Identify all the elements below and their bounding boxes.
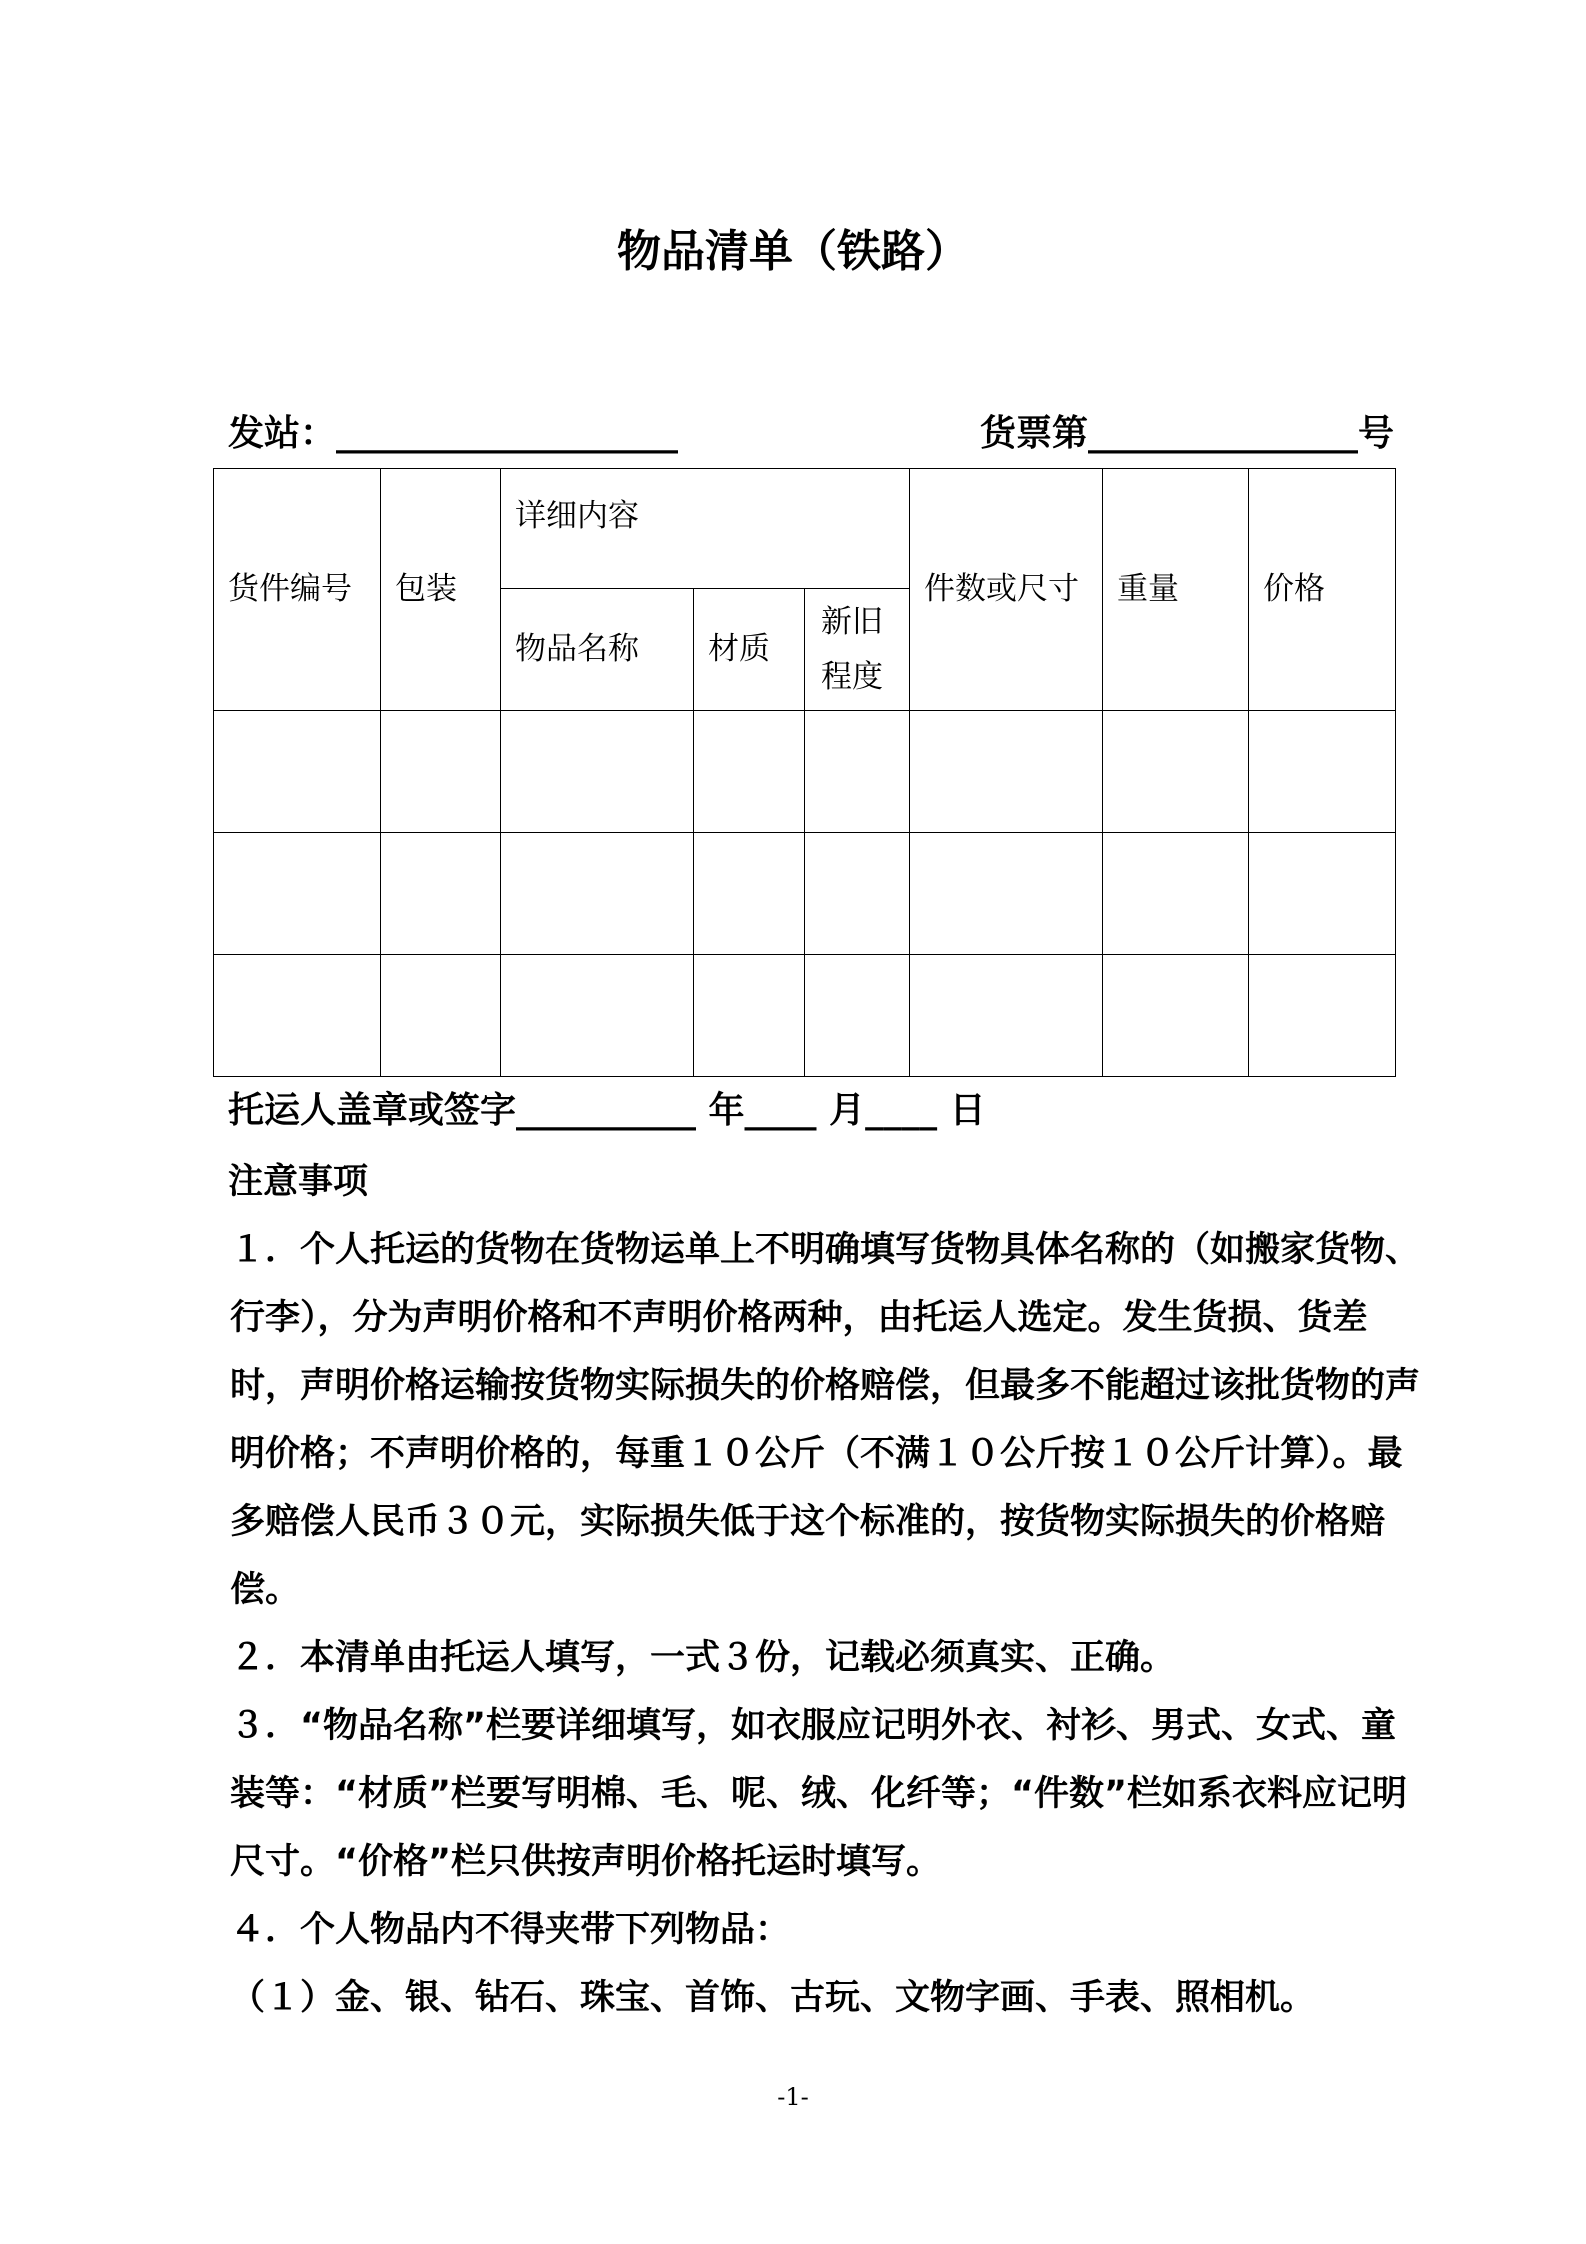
- table-cell[interactable]: [381, 833, 501, 955]
- note-item: （１）金、银、钻石、珠宝、首饰、古玩、文物字画、手表、照相机。: [230, 1978, 1316, 2018]
- note-item: ３．“物品名称”栏要详细填写，如衣服应记明外衣、衬衫、男式、女式、童装等：“材质”栏要写明棉、毛、呢、绒、化纤等；“件数”栏如系衣料应记明尺寸。“价格”栏只供按声明价格托运时填写。: [230, 1706, 1408, 1882]
- table-cell[interactable]: [501, 955, 694, 1077]
- table-cell[interactable]: [805, 711, 910, 833]
- table-row: [214, 955, 1396, 1077]
- table-cell[interactable]: [694, 711, 805, 833]
- table-cell[interactable]: [694, 833, 805, 955]
- table-cell[interactable]: [1103, 711, 1249, 833]
- header-detail: 详细内容: [501, 469, 910, 589]
- table-cell[interactable]: [214, 711, 381, 833]
- table-cell[interactable]: [910, 711, 1103, 833]
- table-cell[interactable]: [805, 833, 910, 955]
- note-item: ２．本清单由托运人填写，一式３份，记载必须真实、正确。: [230, 1638, 1176, 1678]
- table-cell[interactable]: [214, 955, 381, 1077]
- note-item: １．个人托运的货物在货物运单上不明确填写货物具体名称的（如搬家货物、行李），分为声明价格和不声明价格两种，由托运人选定。发生货损、货差时，声明价格运输按货物实际损失的价格赔偿，但最多不能超过该批货物的声明价格；不声明价格的，每重１０公斤（不满１０公斤按１０公斤计算）。最多赔偿人民币３０元，实际损失低于这个标准的，按货物实际损失的价格赔偿。: [230, 1230, 1421, 1610]
- note-item: ４．个人物品内不得夹带下列物品：: [230, 1910, 791, 1950]
- table-cell[interactable]: [1249, 711, 1396, 833]
- table-row: [214, 711, 1396, 833]
- item-list-table: [213, 468, 1396, 1077]
- table-cell[interactable]: [501, 711, 694, 833]
- header-price: 价格: [1249, 469, 1396, 711]
- header-material: 材质: [694, 589, 805, 711]
- header-packaging: 包装: [381, 469, 501, 711]
- table-cell[interactable]: [1249, 833, 1396, 955]
- notes-heading: 注意事项: [228, 1162, 369, 1202]
- table-cell[interactable]: [1103, 955, 1249, 1077]
- header-weight: 重量: [1103, 469, 1249, 711]
- table-cell[interactable]: [214, 833, 381, 955]
- table-cell[interactable]: [1249, 955, 1396, 1077]
- station-field[interactable]: 发站：___________________: [228, 413, 679, 454]
- table-cell[interactable]: [501, 833, 694, 955]
- header-item-id: 货件编号: [214, 469, 381, 711]
- page-title: 物品清单（铁路）: [617, 226, 969, 277]
- table-cell[interactable]: [805, 955, 910, 1077]
- table-cell[interactable]: [381, 711, 501, 833]
- table-cell[interactable]: [910, 955, 1103, 1077]
- table-cell[interactable]: [381, 955, 501, 1077]
- header-quantity: 件数或尺寸: [910, 469, 1103, 711]
- page-number: -1-: [777, 2083, 809, 2111]
- table-cell[interactable]: [910, 833, 1103, 955]
- header-condition: 新旧程度: [805, 589, 910, 711]
- notes-section: [228, 1148, 1428, 2032]
- header-item-name: 物品名称: [501, 589, 694, 711]
- table-cell[interactable]: [1103, 833, 1249, 955]
- table-cell[interactable]: [694, 955, 805, 1077]
- signature-line[interactable]: 托运人盖章或签字__________ 年____ 月____ 日: [228, 1090, 986, 1131]
- table-row: [214, 833, 1396, 955]
- waybill-number-field[interactable]: 货票第_______________号: [980, 413, 1395, 454]
